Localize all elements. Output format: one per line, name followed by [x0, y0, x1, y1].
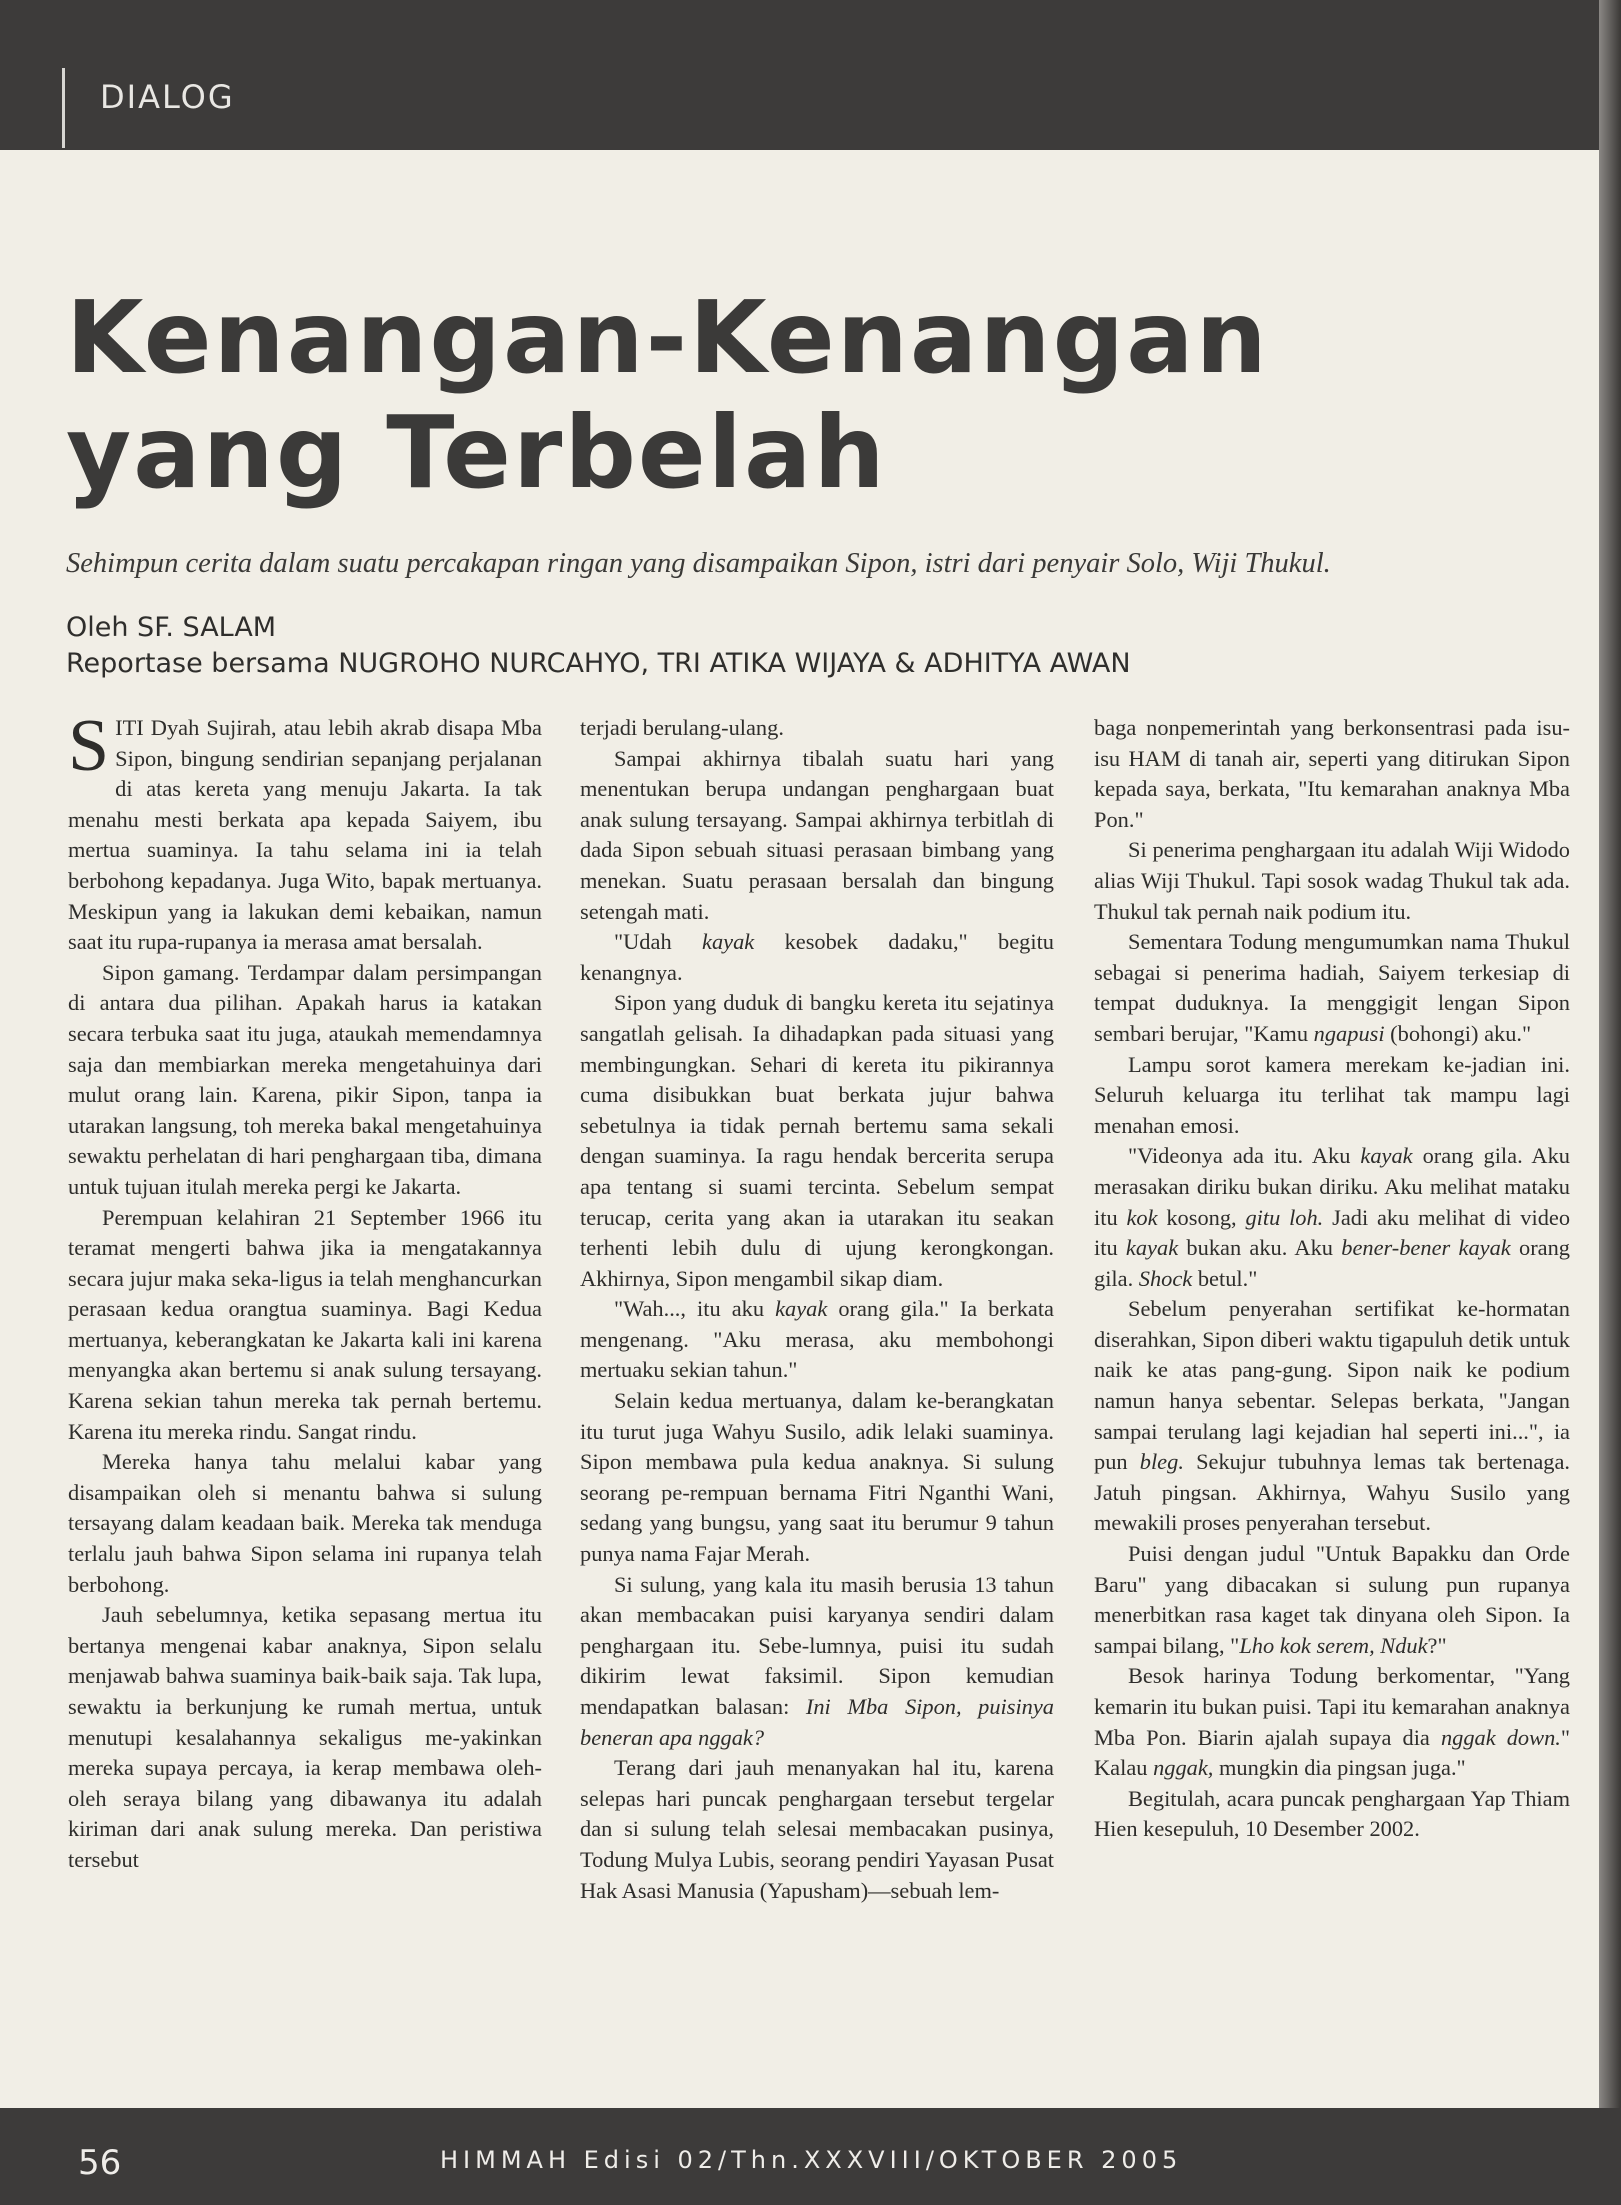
- column-2: [580, 713, 1054, 1906]
- paragraph: Mereka hanya tahu melalui kabar yang disampaikan oleh si menantu bahwa si sulung tersayang dalam keadaan baik. Mereka tak menduga terlalu jauh bahwa Sipon selama ini rupanya telah berbohong.: [68, 1449, 542, 1597]
- byline: [66, 610, 1546, 682]
- publication-info: HIMMAH Edisi 02/Thn.XXXVIII/OKTOBER 2005: [440, 2146, 1183, 2174]
- reportase-line: Reportase bersama NUGROHO NURCAHYO, TRI ATIKA WIJAYA & ADHITYA AWAN: [66, 648, 1131, 679]
- paragraph: Sipon yang duduk di bangku kereta itu sejatinya sangatlah gelisah. Ia dihadapkan pada situasi yang membingungkan. Sehari di kereta itu pikirannya cuma disibukkan buat berkata jujur bahwa sebetulnya ia tidak pernah bertemu sama sekali dengan suaminya. Ia ragu hendak bercerita serupa apa tentang si suami tercinta. Sebelum sempat terucap, cerita yang akan ia utarakan itu seakan terhenti lebih dulu di ujung kerongkongan. Akhirnya, Sipon mengambil sikap diam.: [580, 990, 1054, 1291]
- paragraph: terjadi berulang-ulang.: [580, 715, 784, 740]
- author-line: Oleh SF. SALAM: [66, 612, 277, 643]
- paragraph: Sementara Todung mengumumkan nama Thukul sebagai si penerima hadiah, Saiyem terkesiap di tempat duduknya. Ia menggigit lengan Sipon sembari berujar, "Kamu ngapusi (bohongi) aku.": [1094, 929, 1570, 1046]
- column-1: [68, 705, 542, 1876]
- article-subtitle: Sehimpun cerita dalam suatu percakapan ringan yang disampaikan Sipon, istri dari penyair Solo, Wiji Thukul.: [66, 548, 1331, 579]
- paragraph: Terang dari jauh menanyakan hal itu, karena selepas hari puncak penghargaan tersebut tergelar dan si sulung telah selesai membacakan pusinya, Todung Mulya Lubis, seorang pendiri Yayasan Pusat Hak Asasi Manusia (Yapusham)—sebuah lem-: [580, 1755, 1054, 1903]
- section-label: DIALOG: [100, 78, 235, 116]
- paragraph: Begitulah, acara puncak penghargaan Yap Thiam Hien kesepuluh, 10 Desember 2002.: [1094, 1785, 1570, 1842]
- paragraph: baga nonpemerintah yang berkonsentrasi pada isu-isu HAM di tanah air, seperti yang ditirukan Sipon kepada saya, berkata, "Itu kemarahan anaknya Mba Pon.": [1094, 715, 1570, 832]
- article-title: [66, 280, 1366, 510]
- page-number: 56: [78, 2143, 122, 2183]
- paragraph: "Wah..., itu aku kayak orang gila." Ia berkata mengenang. "Aku merasa, aku membohongi mertuaku sekian tahun.": [580, 1296, 1054, 1383]
- paragraph: "Videonya ada itu. Aku kayak orang gila. Aku merasakan diriku bukan diriku. Aku melihat mataku itu kok kosong, gitu loh. Jadi aku melihat di video itu kayak bukan aku. Aku bener-bener kayak orang gila. Shock betul.": [1094, 1143, 1571, 1291]
- header-bar: [0, 0, 1621, 150]
- paragraph: Puisi dengan judul "Untuk Bapakku dan Orde Baru" yang dibacakan si sulung pun rupanya menerbitkan rasa kaget tak dinyana oleh Sipon. Ia sampai bilang, "Lho kok serem, Nduk?": [1094, 1541, 1570, 1658]
- paragraph: Selain kedua mertuanya, dalam ke-berangkatan itu turut juga Wahyu Susilo, adik lelaki suaminya. Sipon membawa pula kedua anaknya. Si sulung seorang pe-rempuan bernama Fitri Nganthi Wani, sedang yang bungsu, yang saat itu berumur 9 tahun punya nama Fajar Merah.: [580, 1388, 1054, 1567]
- paragraph: "Udah kayak kesobek dadaku," begitu kenangnya.: [580, 929, 1054, 985]
- page-edge-shadow: [1599, 0, 1621, 2205]
- paragraph: Besok harinya Todung berkomentar, "Yang kemarin itu bukan puisi. Tapi itu kemarahan anaknya Mba Pon. Biarin ajalah supaya dia nggak down." Kalau nggak, mungkin dia pingsan juga.": [1094, 1663, 1570, 1781]
- paragraph: Lampu sorot kamera merekam ke-jadian ini. Seluruh keluarga itu terlihat tak mampu lagi menahan emosi.: [1094, 1051, 1570, 1138]
- paragraph: SITI Dyah Sujirah, atau lebih akrab disapa Mba Sipon, bingung sendirian sepanjang perjalanan di atas kereta yang menuju Jakarta. Ia tak menahu mesti berkata apa kepada Saiyem, ibu mertua suaminya. Ia tahu selama ini ia telah berbohong kepadanya. Juga Wito, bapak mertuanya. Meskipun yang ia lakukan demi kebaikan, namun saat itu rupa-rupanya ia merasa amat bersalah.: [68, 705, 542, 955]
- paragraph: Si penerima penghargaan itu adalah Wiji Widodo alias Wiji Thukul. Tapi sosok wadag Thukul tak ada. Thukul tak pernah naik podium itu.: [1094, 837, 1570, 924]
- drop-cap: S: [68, 705, 110, 787]
- paragraph: Si sulung, yang kala itu masih berusia 13 tahun akan membacakan puisi karyanya sendiri dalam penghargaan itu. Sebe-lumnya, puisi itu sudah dikirim lewat faksimil. Sipon kemudian mendapatkan balasan: Ini Mba Sipon, puisinya beneran apa nggak?: [580, 1571, 1055, 1750]
- paragraph: Sebelum penyerahan sertifikat ke-hormatan diserahkan, Sipon diberi waktu tigapuluh detik untuk naik ke atas pang-gung. Sipon naik ke podium namun hanya sebentar. Selepas berkata, "Jangan sampai terulang lagi kejadian hal seperti ini...", ia pun bleg. Sekujur tubuhnya lemas tak bertenaga. Jatuh pingsan. Akhirnya, Wahyu Susilo yang mewakili proses penyerahan tersebut.: [1094, 1296, 1570, 1536]
- paragraph: Jauh sebelumnya, ketika sepasang mertua itu bertanya mengenai kabar anaknya, Sipon selalu menjawab bahwa suaminya baik-baik saja. Tak lupa, sewaktu ia berkunjung ke rumah mertua, untuk menutupi kesalahannya sekaligus me-yakinkan mereka supaya percaya, ia kerap membawa oleh-oleh seraya bilang yang dibawanya itu adalah kiriman dari anak sulung mereka. Dan peristiwa tersebut: [68, 1602, 542, 1872]
- header-divider: [62, 68, 65, 148]
- title-line-2: yang Terbelah: [66, 394, 887, 511]
- paragraph: Sipon gamang. Terdampar dalam persimpangan di antara dua pilihan. Apakah harus ia katakan secara terbuka saat itu juga, ataukah memendamnya saja dan membiarkan mereka mengetahuinya dari mulut orang lain. Karena, pikir Sipon, tanpa ia utarakan langsung, toh mereka bakal mengetahuinya sewaktu perhelatan di hari penghargaan tiba, dimana untuk tujuan itulah mereka pergi ke Jakarta.: [68, 959, 542, 1199]
- title-line-1: Kenangan-Kenangan: [66, 279, 1269, 396]
- paragraph: Perempuan kelahiran 21 September 1966 itu teramat mengerti bahwa jika ia mengatakannya secara jujur maka seka-ligus ia telah menghancurkan perasaan kedua orangtua suaminya. Bagi Kedua mertuanya, keberangkatan ke Jakarta kali ini karena menyangka akan bertemu si anak sulung tersayang. Karena sekian tahun mereka tak pernah bertemu. Karena itu mereka rindu. Sangat rindu.: [68, 1204, 542, 1444]
- paragraph: Sampai akhirnya tibalah suatu hari yang menentukan berupa undangan penghargaan buat anak sulung tersayang. Sampai akhirnya terbitlah di dada Sipon sebuah situasi perasaan bimbang yang menekan. Suatu perasaan bersalah dan bingung setengah mati.: [580, 745, 1054, 924]
- column-3: [1094, 713, 1570, 1845]
